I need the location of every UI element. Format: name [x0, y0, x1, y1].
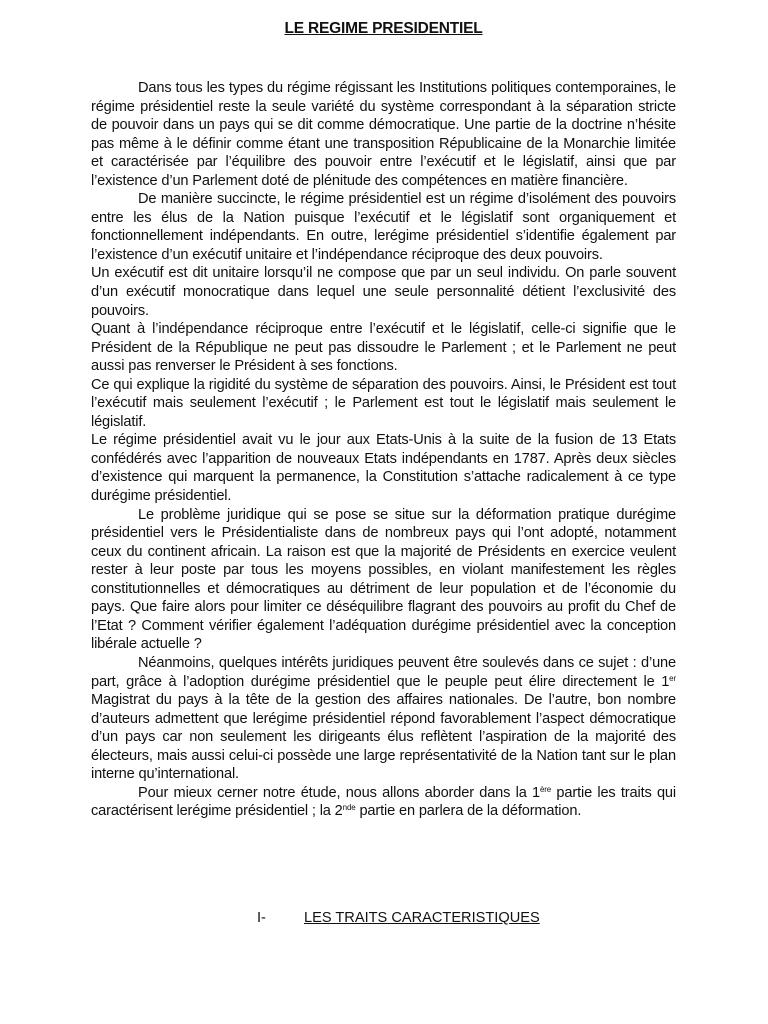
paragraph-definition: De manière succincte, le régime présidentiel est un régime d’isolément des pouvoirs entre les élus de la Nation puisque l’exécutif et le législatif sont organiquement et fonctionnellement indépendants. En outre, lerégime présidentiel s’identifie également par l’existence d’un exécutif unitaire et l’indépendance réciproque des deux pouvoirs. — [91, 191, 676, 263]
document-body — [91, 79, 676, 821]
paragraph-rigidite: Ce qui explique la rigidité du système de séparation des pouvoirs. Ainsi, le Président est tout l’exécutif mais seulement l’exécutif ; le Parlement est tout le législatif mais seulement le législatif. — [91, 376, 676, 430]
document-title: LE REGIME PRESIDENTIEL — [284, 20, 483, 37]
paragraph-probleme: Le problème juridique qui se pose se situe sur la déformation pratique durégime présidentiel vers le Présidentialiste dans de nombreux pays qui l’ont adopté, notamment ceux du continent africain. La raison est que la majorité de Présidents en exercice veulent rester à leur poste par tous les moyens possibles, en violant manifestement les règles constitutionnelles et démocratiques au détriment de leur population et de l’économie du pays. Que faire alors pour limiter ce déséquilibre flagrant des pouvoirs au profit du Chef de l’Etat ? Comment vérifier également l’adéquation durégime présidentiel avec la conception libérale actuelle ? — [91, 506, 676, 653]
paragraph-intro: Dans tous les types du régime régissant les Institutions politiques contemporaines, le régime présidentiel reste la seule variété du système correspondant à la séparation stricte de pouvoir dans un pays qui se dit comme démocratique. Une partie de la doctrine n’hésite pas même à le définir comme étant une transposition Républicaine de la Monarchie limitée et caractérisée par l’équilibre des pouvoir entre l’exécutif et le législatif, ainsi que par l’existence d’un Parlement doté de plénitude des compétences en matière financière. — [91, 80, 676, 189]
paragraph-plan — [91, 784, 676, 821]
paragraph-plan-part-1: Pour mieux cerner notre étude, nous allons aborder dans la 1 — [138, 784, 540, 801]
paragraph-plan-part-3: partie en parlera de la déformation. — [355, 803, 582, 820]
paragraph-historique: Le régime présidentiel avait vu le jour aux Etats-Unis à la suite de la fusion de 13 Etats confédérés avec l’apparition de nouveaux Etats indépendants en 1787. Après deux siècles d’existence qui marquent la permanence, la Constitution s’attache radicalement à ce type durégime présidentiel. — [91, 432, 676, 505]
paragraph-interets-part-1: Néanmoins, quelques intérêts juridiques peuvent être soulevés dans ce sujet : d’une part, grâce à l’adoption durégime présidentiel que le peuple peut élire directement le 1 — [91, 654, 676, 690]
document-page — [91, 18, 676, 821]
paragraph-independance: Quant à l’indépendance réciproque entre l’exécutif et le législatif, celle-ci signifie que le Président de la République ne peut pas dissoudre le Parlement ; et le Parlement ne peut aussi pas renverser le Président à ses fonctions. — [91, 321, 676, 375]
section-title: LES TRAITS CARACTERISTIQUES — [304, 910, 540, 926]
paragraph-interets — [91, 654, 676, 784]
paragraph-plan-part-2: partie les traits qui caractérisent lerégime présidentiel ; la 2 — [91, 784, 676, 820]
superscript-er: er — [669, 673, 676, 683]
section-heading — [257, 908, 540, 928]
paragraph-executif-unitaire: Un exécutif est dit unitaire lorsqu’il ne compose que par un seul individu. On parle souvent d’un exécutif monocratique dans lequel une seule personnalité détient l’exclusivité des pouvoirs. — [91, 265, 676, 319]
superscript-ere: ère — [539, 784, 552, 794]
superscript-nde: nde — [342, 803, 356, 813]
paragraph-interets-part-2: Magistrat du pays à la tête de la gestion des affaires nationales. De l’autre, bon nombre d’auteurs admettent que lerégime présidentiel répond favorablement l’aspect démocratique d’un pays car non seulement les dirigeants élus reflètent l’aspiration de la majorité des électeurs, mais aussi celui-ci possède une large représentativité de la Nation tant sur le plan interne qu’international. — [91, 692, 676, 783]
section-number: I- — [257, 910, 266, 926]
